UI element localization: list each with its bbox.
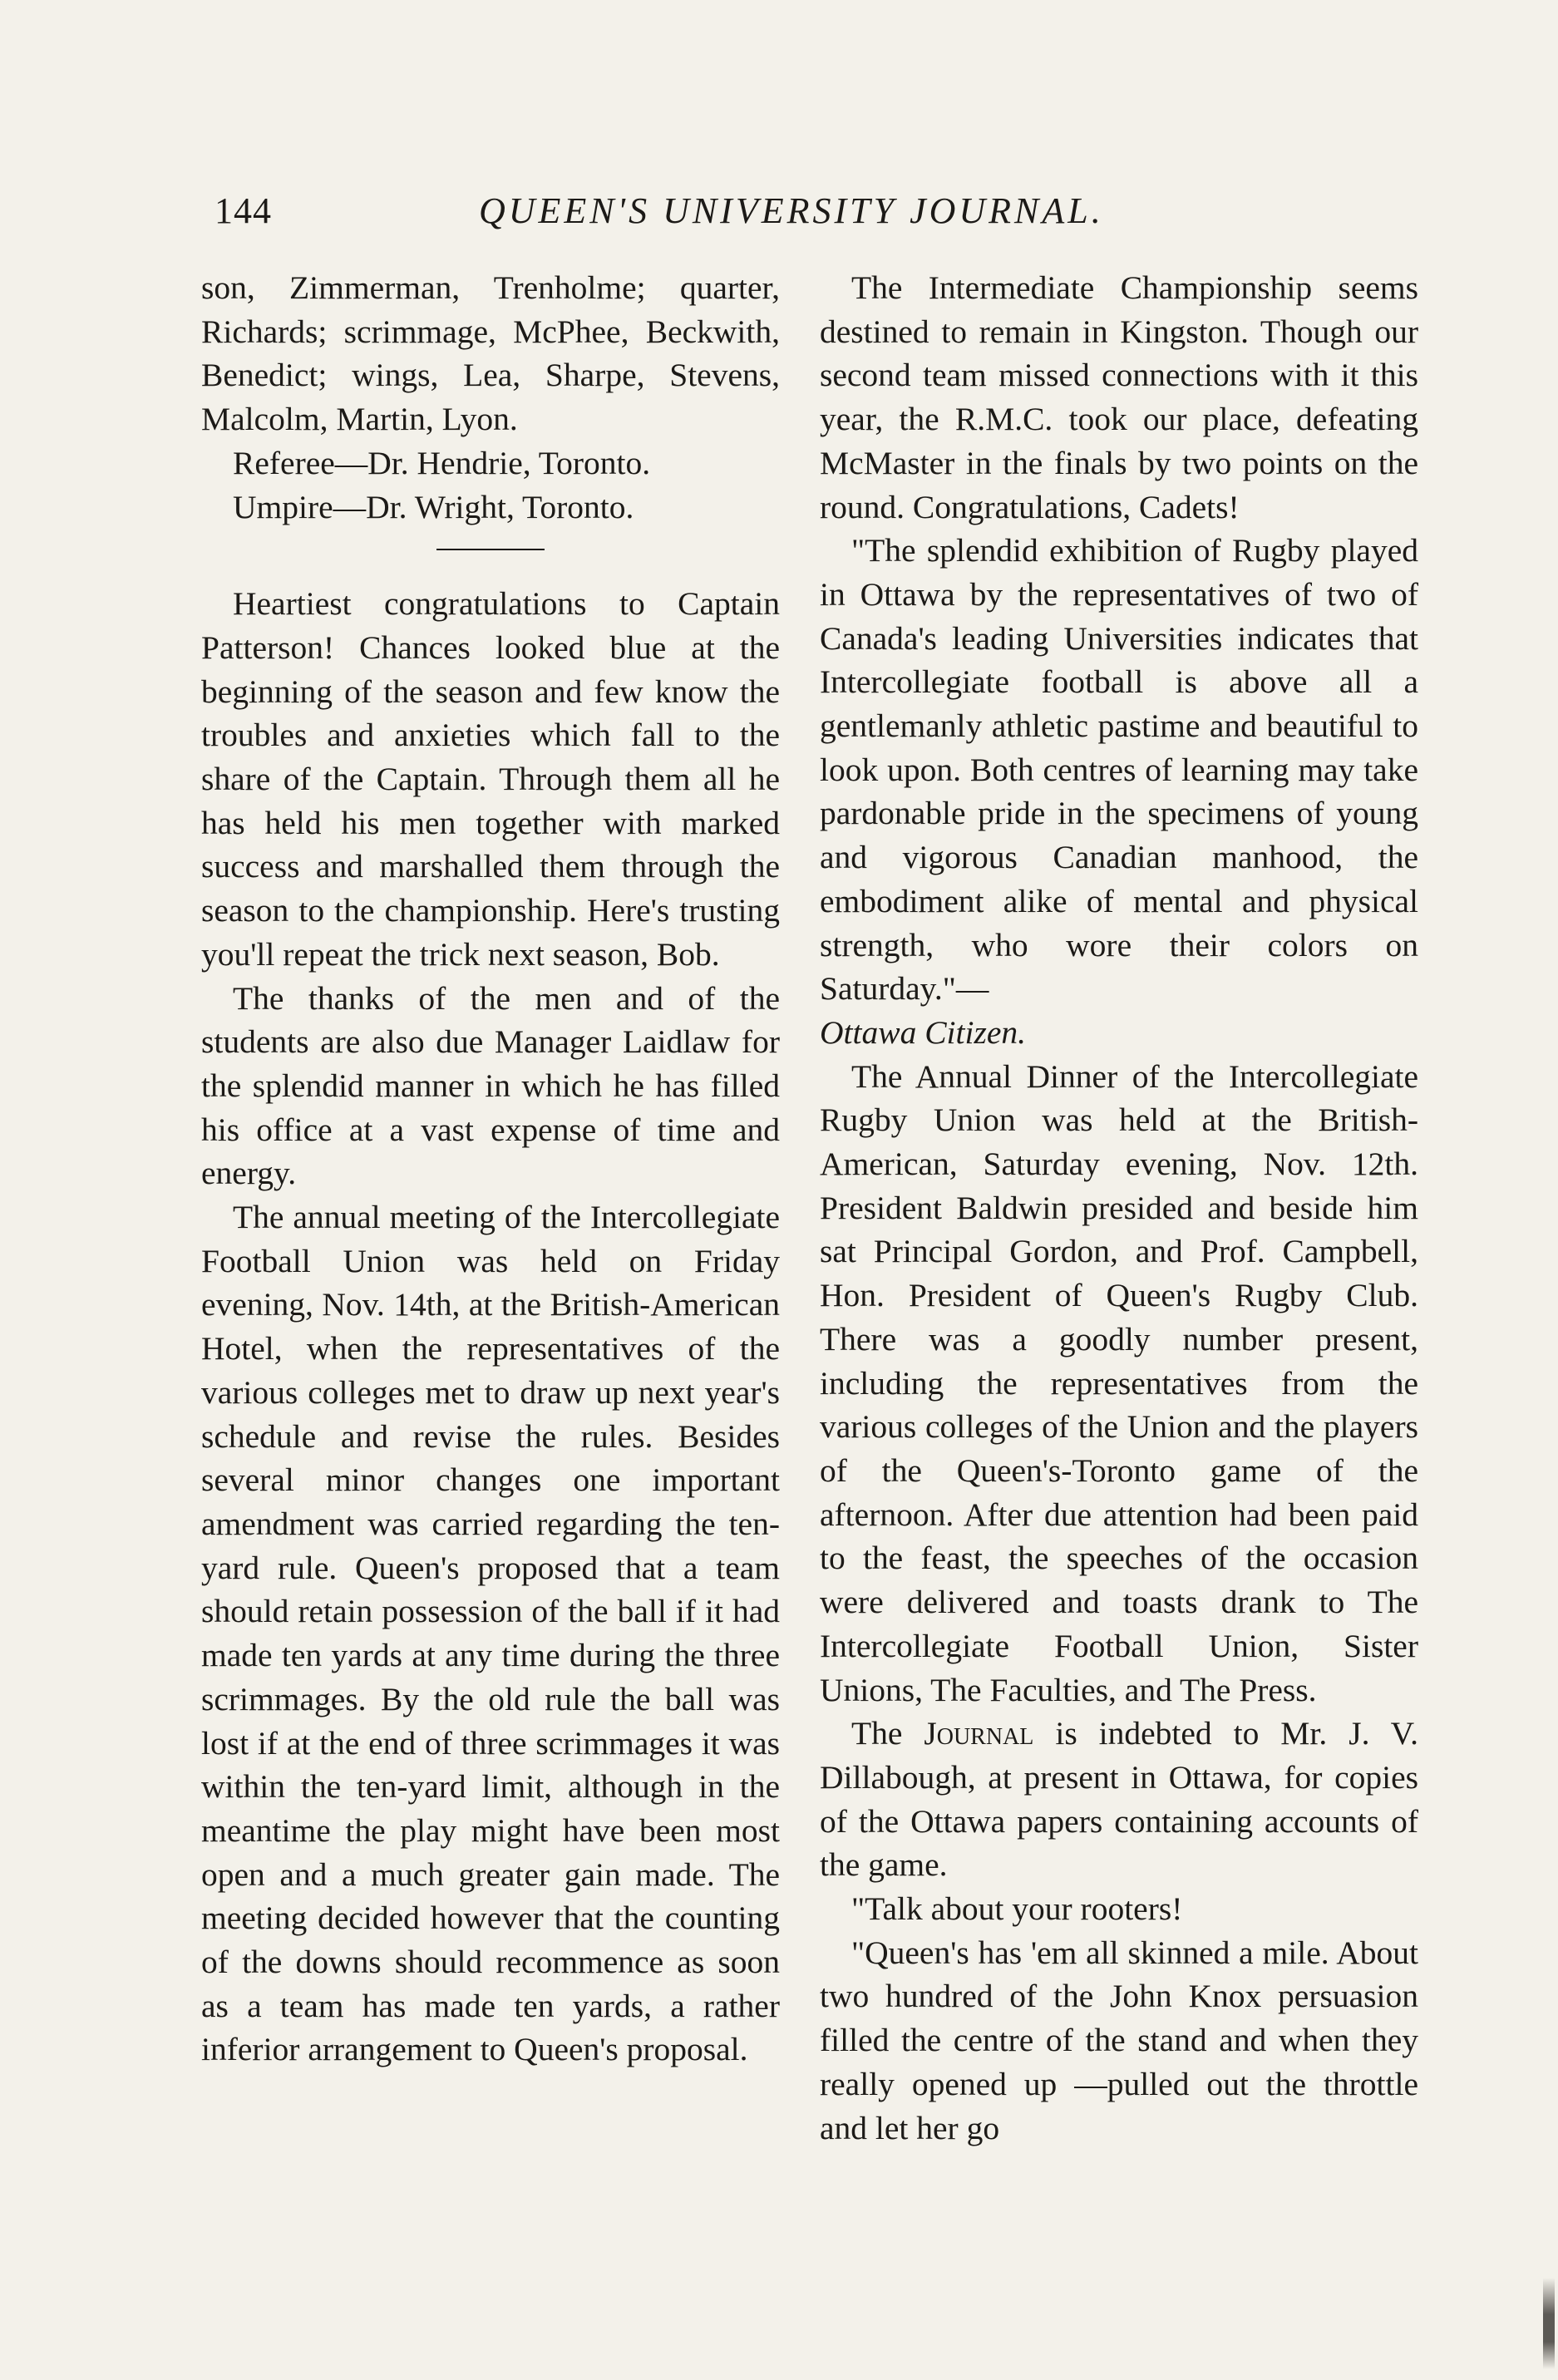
section-divider	[436, 549, 545, 550]
lineup-paragraph: son, Zimmerman, Trenholme; quarter, Richards; scrimmage, McPhee, Beckwith, Benedict; wings, Lea, Sharpe, Stevens, Malcolm, Martin, Lyon.	[201, 269, 780, 438]
citizen-quote-paragraph	[820, 529, 1418, 1054]
umpire-line: Umpire—Dr. Wright, Toronto.	[233, 488, 634, 525]
annual-meeting-paragraph: The annual meeting of the Intercollegiate Football Union was held on Friday evening, Nov. 14th, at the British-American Hotel, when the representatives of the various colleges met to draw up next year's schedule and revise the rules. Besides several minor changes one important amendment was carried regarding the ten-yard rule. Queen's proposed that a team should retain possession of the ball if it had made ten yards at any time during the three scrimmages. By the old rule the ball was lost if at the end of three scrimmages it was within the ten-yard limit, although in the meantime the play might have been most open and a much greater gain made. The meeting decided however that the counting of the downs should recommence as soon as a team has made ten yards, a rather inferior arrangement to Queen's proposal.	[201, 1199, 780, 2068]
citizen-quote-text: "The splendid exhibition of Rugby played in Ottawa by the representatives of two of Canada's leading Universities indicates that Intercollegiate football is above all a gentlemanly athletic pastime and beautiful to look upon. Both centres of learning may take pardonable pride in the specimens of young and vigorous Canadian manhood, the embodiment alike of mental and physical strength, who wore their colors on Saturday."—	[820, 532, 1418, 1008]
skinned-paragraph: "Queen's has 'em all skinned a mile. About two hundred of the John Knox persuasion filled the centre of the stand and when they really opened up —pulled out the throttle and let her go	[820, 1934, 1418, 2146]
running-head: QUEEN'S UNIVERSITY JOURNAL.	[479, 190, 1104, 231]
left-column	[201, 266, 780, 2072]
rooters-paragraph: "Talk about your rooters!	[851, 1890, 1183, 1928]
scan-edge-mark	[1543, 2278, 1555, 2369]
congratulations-paragraph: Heartiest congratulations to Captain Patterson! Chances looked blue at the beginning of the season and few know the troubles and anxieties which fall to the share of the Captain. Through them all he has held his men together with marked success and marshalled them through the season to the championship. Here's trusting you'll repeat the trick next season, Bob.	[201, 585, 780, 973]
quote-source: Ottawa Citizen.	[820, 1013, 1026, 1051]
right-column	[820, 266, 1418, 2150]
journal-word: Journal	[924, 1715, 1034, 1752]
journal-paragraph	[820, 1712, 1418, 1887]
page-header	[214, 190, 1129, 248]
journal-prefix: The	[851, 1715, 924, 1752]
annual-dinner-paragraph: The Annual Dinner of the Intercollegiate Rugby Union was held at the British-American, Saturday evening, Nov. 12th. President Baldwin presided and beside him sat Principal Gordon, and Prof. Campbell, Hon. President of Queen's Rugby Club. There was a goodly number present, including the representatives from the various colleges of the Union and the players of the Queen's-Toronto game of the afternoon. After due attention had been paid to the feast, the speeches of the occasion were delivered and toasts drank to The Intercollegiate Football Union, Sister Unions, The Faculties, and The Press.	[820, 1057, 1418, 1708]
referee-line: Referee—Dr. Hendrie, Toronto.	[233, 444, 651, 481]
intermediate-paragraph: The Intermediate Championship seems destined to remain in Kingston. Though our second team missed connections with it this year, the R.M.C. took our place, defeating McMaster in the finals by two points on the round. Congratulations, Cadets!	[820, 269, 1418, 525]
journal-rest: is indebted to Mr. J. V. Dillabough, at present in Ottawa, for copies of the Ottawa papers containing accounts of the game.	[820, 1715, 1418, 1884]
page-number: 144	[214, 190, 272, 231]
thanks-paragraph: The thanks of the men and of the students are also due Manager Laidlaw for the splendid manner in which he has filled his office at a vast expense of time and energy.	[201, 979, 780, 1192]
